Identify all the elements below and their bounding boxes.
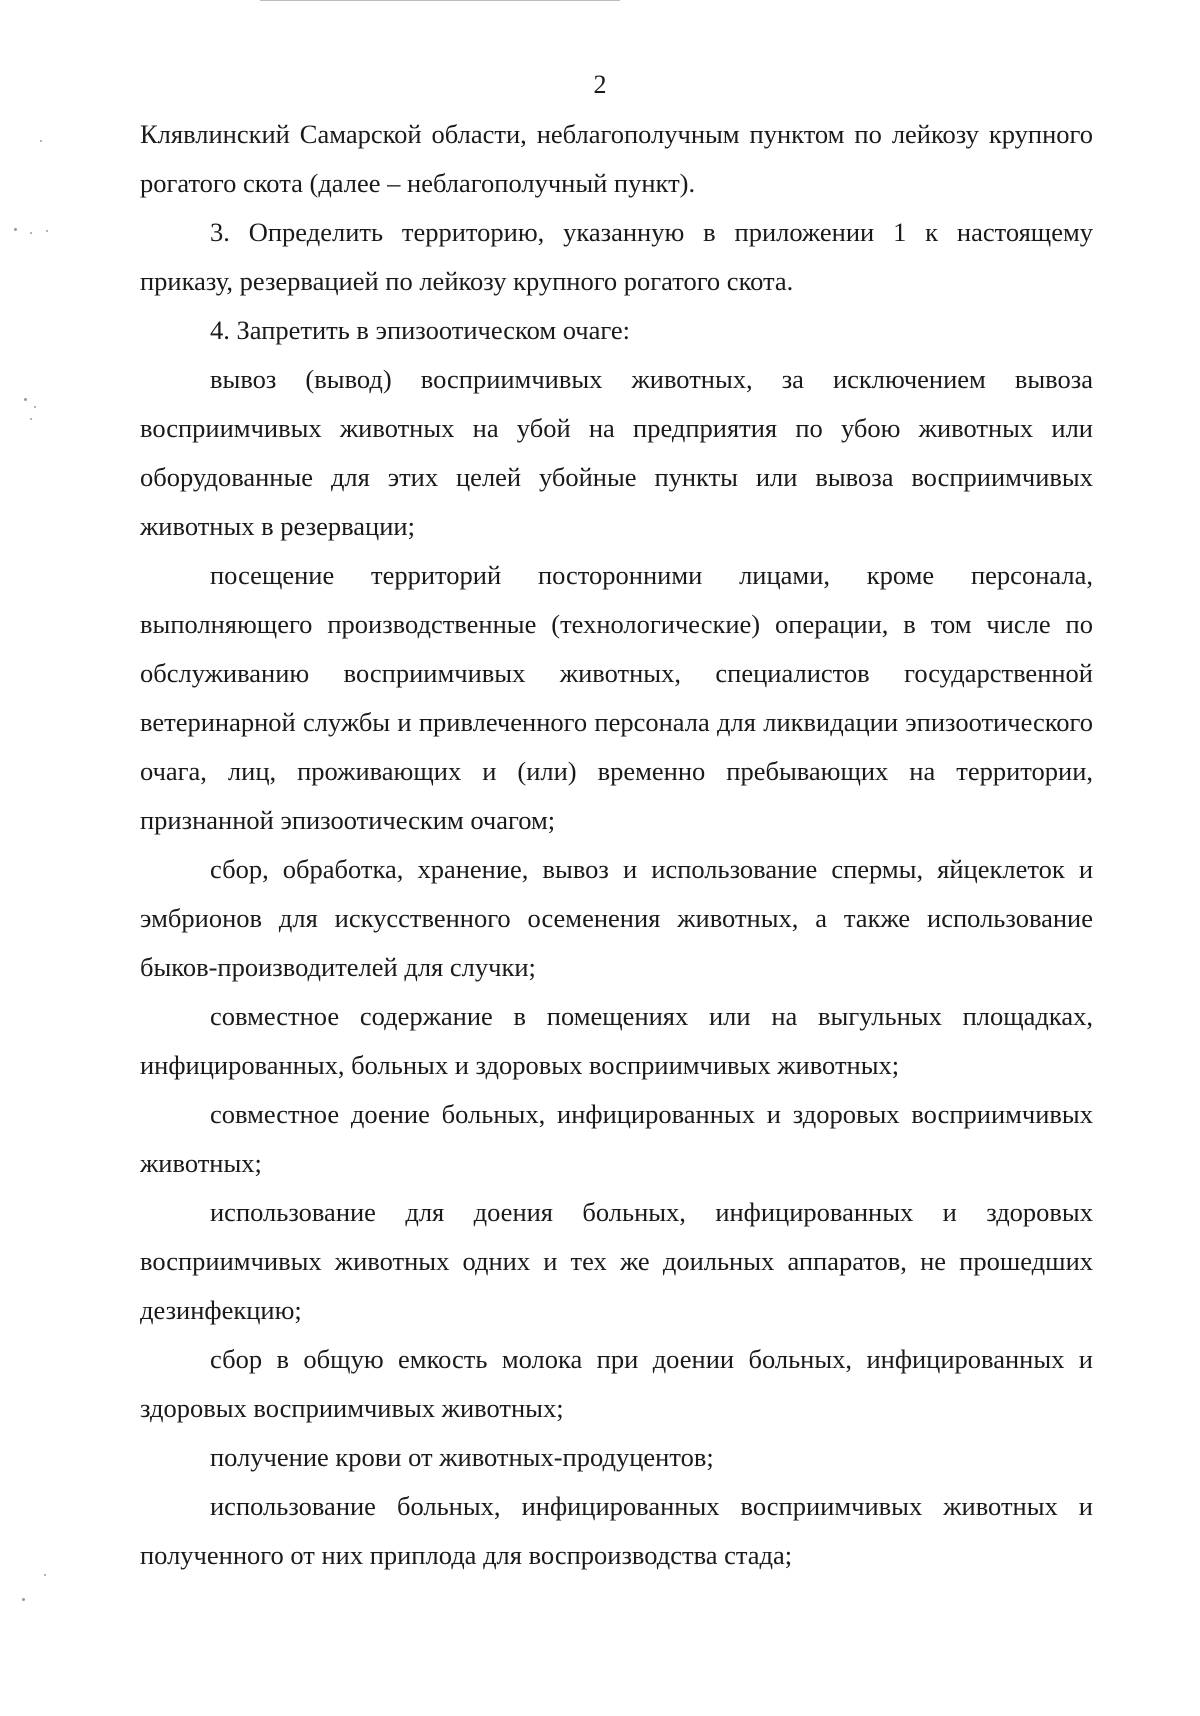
prohibition-item: использование для доения больных, инфицированных и здоровых восприимчивых животных одних и тех же доильных аппаратов, не прошедших дезинфекцию;: [140, 1197, 1093, 1325]
prohibition-item: сбор, обработка, хранение, вывоз и использование спермы, яйцеклеток и эмбрионов для искусственного осеменения животных, а также использование быков-производителей для случки;: [140, 854, 1093, 982]
scan-speck: [34, 406, 36, 408]
scan-speck: [40, 140, 42, 142]
scan-speck: [14, 228, 17, 231]
page-number: 2: [593, 70, 607, 99]
prohibition-item: получение крови от животных-продуцентов;: [210, 1442, 714, 1472]
scan-speck: [24, 398, 27, 401]
scan-speck: [46, 230, 48, 232]
prohibition-item: посещение территорий посторонними лицами, кроме персонала, выполняющего производственные (технологические) операции, в том числе по обслуживанию восприимчивых животных, специалистов государственной ветеринарной службы и привлеченного персонала для ликвидации эпизоотического очага, лиц, проживающих и (или) временно пребывающих на территории, признанной эпизоотическим очагом;: [140, 560, 1093, 835]
prohibition-item: сбор в общую емкость молока при доении больных, инфицированных и здоровых восприимчивых животных;: [140, 1344, 1093, 1423]
paragraph-item-3: 3. Определить территорию, указанную в приложении 1 к настоящему приказу, резервацией по лейкозу крупного рогатого скота.: [140, 217, 1093, 296]
document-body: [140, 110, 1093, 1580]
prohibition-item: использование больных, инфицированных восприимчивых животных и полученного от них приплода для воспроизводства стада;: [140, 1491, 1093, 1570]
paragraph-item-4-heading: 4. Запретить в эпизоотическом очаге:: [210, 315, 631, 345]
scan-edge-line: [260, 0, 620, 1]
scan-speck: [44, 1574, 46, 1576]
scan-speck: [30, 232, 32, 234]
scan-speck: [22, 1598, 25, 1601]
prohibition-item: совместное доение больных, инфицированных и здоровых восприимчивых животных;: [140, 1099, 1093, 1178]
prohibition-item: совместное содержание в помещениях или на выгульных площадках, инфицированных, больных и здоровых восприимчивых животных;: [140, 1001, 1093, 1080]
paragraph-continuation: Клявлинский Самарской области, неблагополучным пунктом по лейкозу крупного рогатого скота (далее – неблагополучный пункт).: [140, 119, 1093, 198]
prohibition-item: вывоз (вывод) восприимчивых животных, за исключением вывоза восприимчивых животных на убой на предприятия по убою животных или оборудованные для этих целей убойные пункты или вывоза восприимчивых животных в резервации;: [140, 364, 1093, 541]
scan-speck: [30, 418, 32, 420]
